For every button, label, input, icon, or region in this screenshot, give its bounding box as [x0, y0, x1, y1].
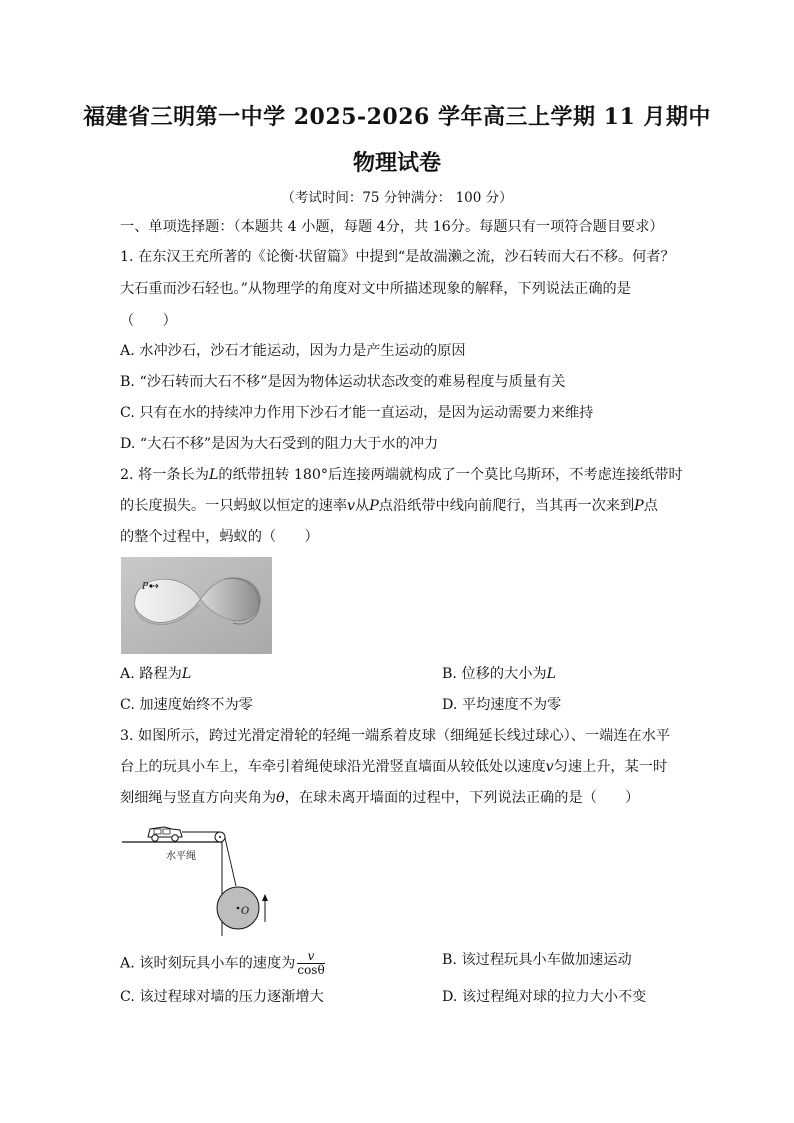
q2-var-P: P — [634, 498, 644, 514]
q2-var-P: P — [369, 498, 379, 514]
q2-stem-line3: 的整个过程中，蚂蚁的（ ） — [120, 529, 319, 545]
q2-text: 从 — [355, 498, 370, 514]
q2-option-b-text: B. 位移的大小为 — [442, 666, 547, 682]
q1-option-c: C. 只有在水的持续冲力作用下沙石才能一直运动，是因为运动需要力来维持 — [120, 405, 594, 421]
q2-stem-line2 — [120, 496, 658, 516]
q3-option-a — [120, 950, 325, 977]
q3-var-theta: θ — [276, 790, 285, 806]
q3-option-a-fraction — [297, 950, 324, 977]
q3-var-v: v — [545, 759, 554, 775]
q1-option-b: B. “沙石转而大石不移”是因为物体运动状态改变的难易程度与质量有关 — [120, 374, 566, 390]
toy-car-icon — [148, 827, 182, 841]
q2-option-c: C. 加速度始终不为零 — [120, 697, 253, 713]
q3-option-c: C. 该过程球对墙的压力逐渐增大 — [120, 989, 324, 1005]
q1-stem-line1: 1. 在东汉王充所著的《论衡·状留篇》中提到“是故湍濑之流，沙石转而大石不移。何者？ — [120, 249, 675, 265]
exam-subject: 物理试卷 — [352, 150, 441, 176]
q3-option-b: B. 该过程玩具小车做加速运动 — [442, 952, 632, 968]
fraction-denominator: cosθ — [297, 963, 325, 977]
exam-info: （考试时间：75 分钟满分： 100 分） — [281, 190, 513, 206]
mobius-strip-figure — [121, 557, 272, 654]
q3-text: 匀速上升，某一时 — [553, 759, 668, 775]
q2-option-b-var: L — [546, 666, 556, 682]
q1-answer-paren: （ ） — [120, 313, 177, 329]
q1-option-a: A. 水冲沙石，沙石才能运动，因为力是产生运动的原因 — [120, 343, 466, 359]
fig-label-P: P — [142, 582, 149, 592]
q2-text: 的长度损失。一只蚂蚁以恒定的速率 — [120, 498, 348, 514]
q2-option-a-text: A. 路程为 — [120, 666, 182, 682]
fraction-numerator: v — [297, 950, 324, 964]
q2-stem-line1 — [120, 465, 683, 485]
pulley-car-ball-figure — [120, 818, 270, 936]
q2-text: 2. 将一条长为 — [120, 467, 209, 483]
q2-text: 的纸带扭转 180°后连接两端就构成了一个莫比乌斯环，不考虑连接纸带时 — [218, 467, 683, 483]
q3-text: ，在球未离开墙面的过程中，下列说法正确的是（ ） — [284, 790, 640, 806]
q2-var-L: L — [208, 467, 219, 483]
section-heading: 一、单项选择题：（本题共 4 小题，每题 4分，共 16分。每题只有一项符合题目要求） — [120, 219, 664, 235]
q2-option-a — [120, 664, 191, 684]
q2-option-d: D. 平均速度不为零 — [442, 697, 562, 713]
q3-option-d: D. 该过程绳对球的拉力大小不变 — [442, 989, 647, 1005]
q2-text: 点沿纸带中线向前爬行，当其再一次来到 — [378, 498, 635, 514]
q1-option-d: D. “大石不移”是因为大石受到的阻力大于水的冲力 — [120, 436, 439, 452]
q3-option-a-text: A. 该时刻玩具小车的速度为 — [120, 955, 296, 972]
q2-option-a-var: L — [181, 666, 192, 682]
q3-stem-line2 — [120, 757, 667, 777]
q3-text: 台上的玩具小车上，车牵引着绳使球沿光滑竖直墙面从较低处以速度 — [120, 759, 546, 775]
fig-label-rope: 水平绳 — [166, 851, 196, 862]
q2-text: 点 — [643, 498, 658, 514]
fig-label-O: O — [241, 906, 250, 917]
q2-var-v: v — [347, 498, 356, 514]
q3-stem-line1: 3. 如图所示，跨过光滑定滑轮的轻绳一端系着皮球（细绳延长线过球心）、一端连在水平 — [120, 728, 671, 744]
exam-title: 福建省三明第一中学 2025-2026 学年高三上学期 11 月期中 — [83, 104, 711, 130]
q1-stem-line2: 大石重而沙石轻也。”从物理学的角度对文中所描述现象的解释，下列说法正确的是 — [120, 281, 631, 297]
q3-text: 刻细绳与竖直方向夹角为 — [120, 790, 277, 806]
q2-option-b — [442, 664, 556, 684]
q3-stem-line3 — [120, 788, 639, 808]
